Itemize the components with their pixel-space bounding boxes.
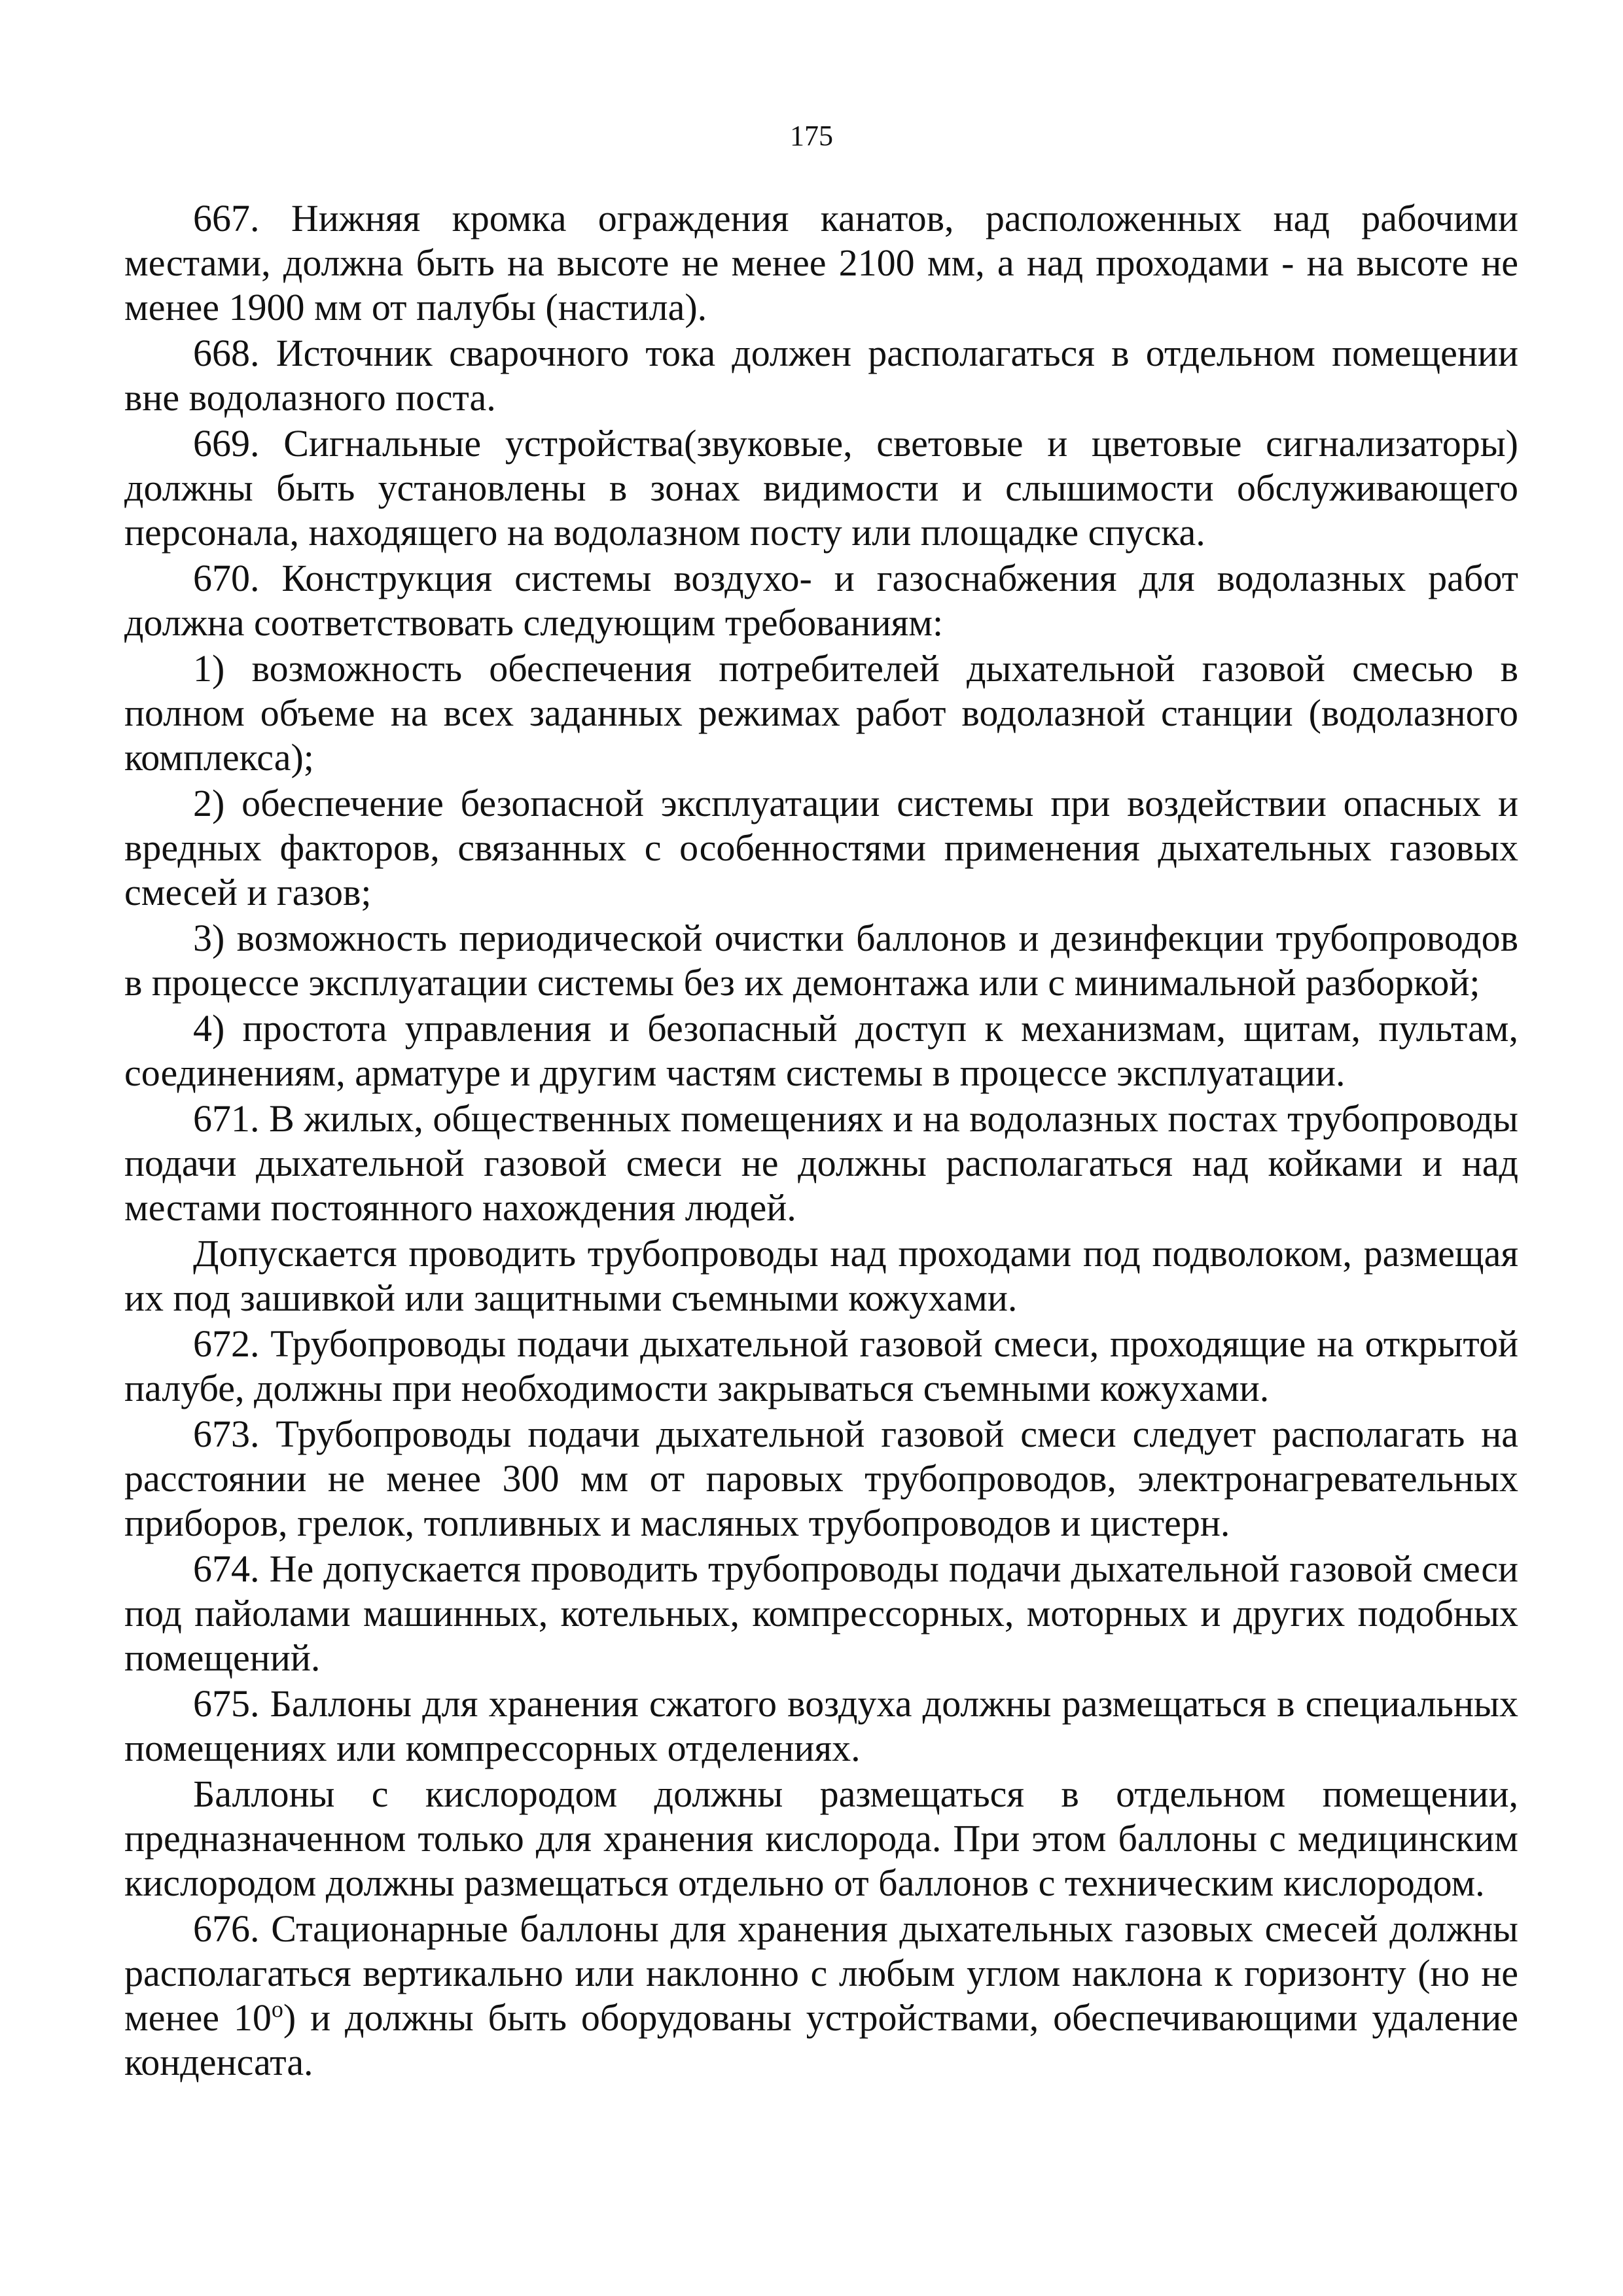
- paragraph-668: 668. Источник сварочного тока должен располагаться в отдельном помещении вне водолазного поста.: [124, 332, 1518, 419]
- page-number: 175: [790, 120, 833, 152]
- list-item-1: 1) возможность обеспечения потребителей дыхательной газовой смесью в полном объеме на всех заданных режимах работ водолазной станции (водолазного комплекса);: [124, 647, 1518, 779]
- paragraph-672: 672. Трубопроводы подачи дыхательной газовой смеси, проходящие на открытой палубе, должны при необходимости закрываться съемными кожухами.: [124, 1322, 1518, 1409]
- paragraph-675-continuation: Баллоны с кислородом должны размещаться в отдельном помещении, предназначенном только для хранения кислорода. При этом баллоны с медицинским кислородом должны размещаться отдельно от баллонов с техническим кислородом.: [124, 1773, 1518, 1904]
- paragraph-667: 667. Нижняя кромка ограждения канатов, расположенных над рабочими местами, должна быть на высоте не менее 2100 мм, а над проходами - на высоте не менее 1900 мм от палубы (настила).: [124, 197, 1518, 328]
- list-item-3: 3) возможность периодической очистки баллонов и дезинфекции трубопроводов в процессе эксплуатации системы без их демонтажа или с минимальной разборкой;: [124, 917, 1518, 1004]
- paragraph-669: 669. Сигнальные устройства(звуковые, световые и цветовые сигнализаторы) должны быть установлены в зонах видимости и слышимости обслуживающего персонала, находящего на водолазном посту или площадке спуска.: [124, 422, 1518, 554]
- paragraph-670: 670. Конструкция системы воздухо- и газоснабжения для водолазных работ должна соответствовать следующим требованиям:: [124, 557, 1518, 644]
- document-body: [124, 196, 1518, 2086]
- paragraph-676-text-end: ) и должны быть оборудованы устройствами, обеспечивающими удаление конденсата.: [124, 1996, 1518, 2083]
- paragraph-676: [124, 1907, 1518, 2085]
- paragraph-675: 675. Баллоны для хранения сжатого воздуха должны размещаться в специальных помещениях или компрессорных отделениях.: [124, 1682, 1518, 1769]
- paragraph-674: 674. Не допускается проводить трубопроводы подачи дыхательной газовой смеси под пайолами машинных, котельных, компрессорных, моторных и других подобных помещений.: [124, 1547, 1518, 1679]
- paragraph-673: 673. Трубопроводы подачи дыхательной газовой смеси следует располагать на расстоянии не менее 300 мм от паровых трубопроводов, электронагревательных приборов, грелок, топливных и масляных трубопроводов и цистерн.: [124, 1413, 1518, 1544]
- list-item-2: 2) обеспечение безопасной эксплуатации системы при воздействии опасных и вредных факторов, связанных с особенностями применения дыхательных газовых смесей и газов;: [124, 782, 1518, 913]
- paragraph-676-text-start: 676. Стационарные баллоны для хранения дыхательных газовых смесей должны располагаться вертикально или наклонно с любым углом наклона к горизонту (но не менее 10: [124, 1907, 1518, 2039]
- degree-superscript: о: [271, 1996, 283, 2022]
- paragraph-671: 671. В жилых, общественных помещениях и на водолазных постах трубопроводы подачи дыхательной газовой смеси не должны располагаться над койками и над местами постоянного нахождения людей.: [124, 1097, 1518, 1229]
- list-item-4: 4) простота управления и безопасный доступ к механизмам, щитам, пультам, соединениям, арматуре и другим частям системы в процессе эксплуатации.: [124, 1007, 1518, 1094]
- paragraph-671-continuation: Допускается проводить трубопроводы над проходами под подволоком, размещая их под зашивкой или защитными съемными кожухами.: [124, 1232, 1518, 1319]
